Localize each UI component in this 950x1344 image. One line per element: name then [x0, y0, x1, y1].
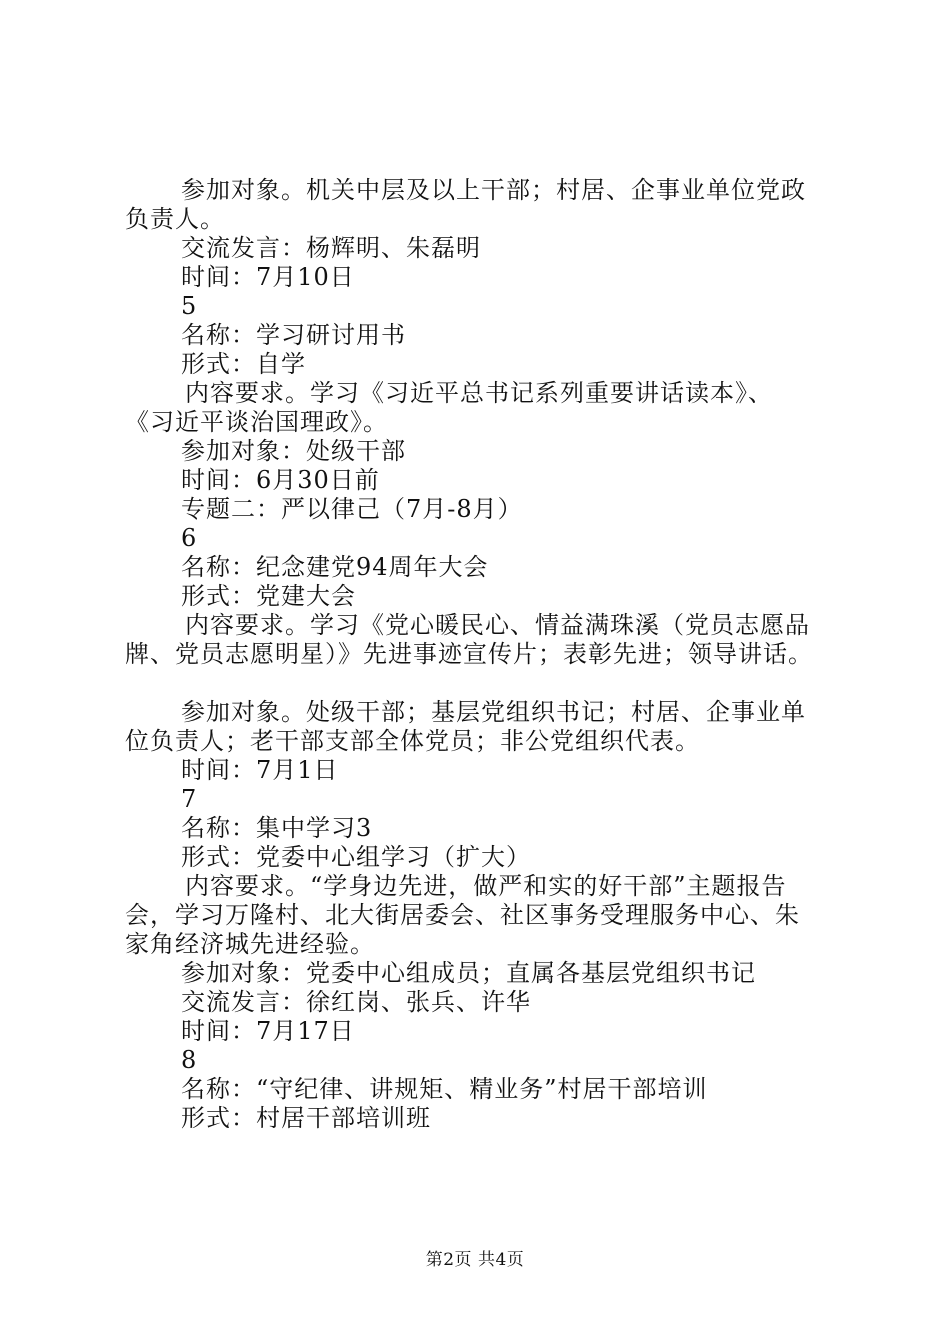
paragraph-line: 形式：党委中心组学习（扩大） — [181, 843, 531, 871]
paragraph-line: 名称：集中学习3 — [181, 814, 373, 842]
blank-line — [125, 669, 845, 698]
paragraph-line: 参加对象：党委中心组成员；直属各基层党组织书记 — [181, 959, 756, 987]
paragraph-line: 名称：“守纪律、讲规矩、精业务”村居干部培训 — [181, 1075, 708, 1103]
paragraph-line: 位负责人；老干部支部全体党员；非公党组织代表。 — [125, 727, 700, 755]
item-number: 8 — [181, 1046, 198, 1074]
paragraph-line: 交流发言：杨辉明、朱磊明 — [181, 234, 481, 262]
paragraph-line: 《习近平谈治国理政》。 — [125, 408, 388, 436]
paragraph-line: 时间：7月10日 — [181, 263, 355, 291]
paragraph-line: 参加对象。机关中层及以上干部；村居、企事业单位党政 — [181, 176, 806, 204]
paragraph-line: 形式：自学 — [181, 350, 306, 378]
paragraph-line: 时间：6月30日前 — [181, 466, 380, 494]
paragraph-line: 名称：纪念建党94周年大会 — [181, 553, 489, 581]
paragraph-line: 名称：学习研讨用书 — [181, 321, 406, 349]
item-number: 5 — [181, 292, 198, 320]
paragraph-line: 负责人。 — [125, 205, 225, 233]
paragraph-line: 参加对象。处级干部；基层党组织书记；村居、企事业单 — [181, 698, 806, 726]
item-number: 6 — [181, 524, 198, 552]
item-number: 7 — [181, 785, 198, 813]
paragraph-line: 形式：党建大会 — [181, 582, 356, 610]
page-footer: 第2页 共4页 — [425, 1250, 525, 1270]
paragraph-line: 时间：7月1日 — [181, 756, 339, 784]
paragraph-line: 内容要求。“学身边先进，做严和实的好干部”主题报告 — [185, 872, 787, 900]
paragraph-line: 家角经济城先进经验。 — [125, 930, 375, 958]
document-body — [125, 176, 845, 1133]
paragraph-line: 时间：7月17日 — [181, 1017, 355, 1045]
paragraph-line: 形式：村居干部培训班 — [181, 1104, 431, 1132]
paragraph-line: 交流发言：徐红岗、张兵、许华 — [181, 988, 531, 1016]
paragraph-line: 牌、党员志愿明星）》先进事迹宣传片；表彰先进；领导讲话。 — [125, 640, 813, 668]
section-heading: 专题二：严以律己（7月-8月） — [181, 495, 523, 523]
paragraph-line: 内容要求。学习《党心暖民心、情益满珠溪（党员志愿品 — [185, 611, 810, 639]
paragraph-line: 会，学习万隆村、北大街居委会、社区事务受理服务中心、朱 — [125, 901, 800, 929]
paragraph-line: 内容要求。学习《习近平总书记系列重要讲话读本》、 — [185, 379, 773, 407]
paragraph-line: 参加对象：处级干部 — [181, 437, 406, 465]
